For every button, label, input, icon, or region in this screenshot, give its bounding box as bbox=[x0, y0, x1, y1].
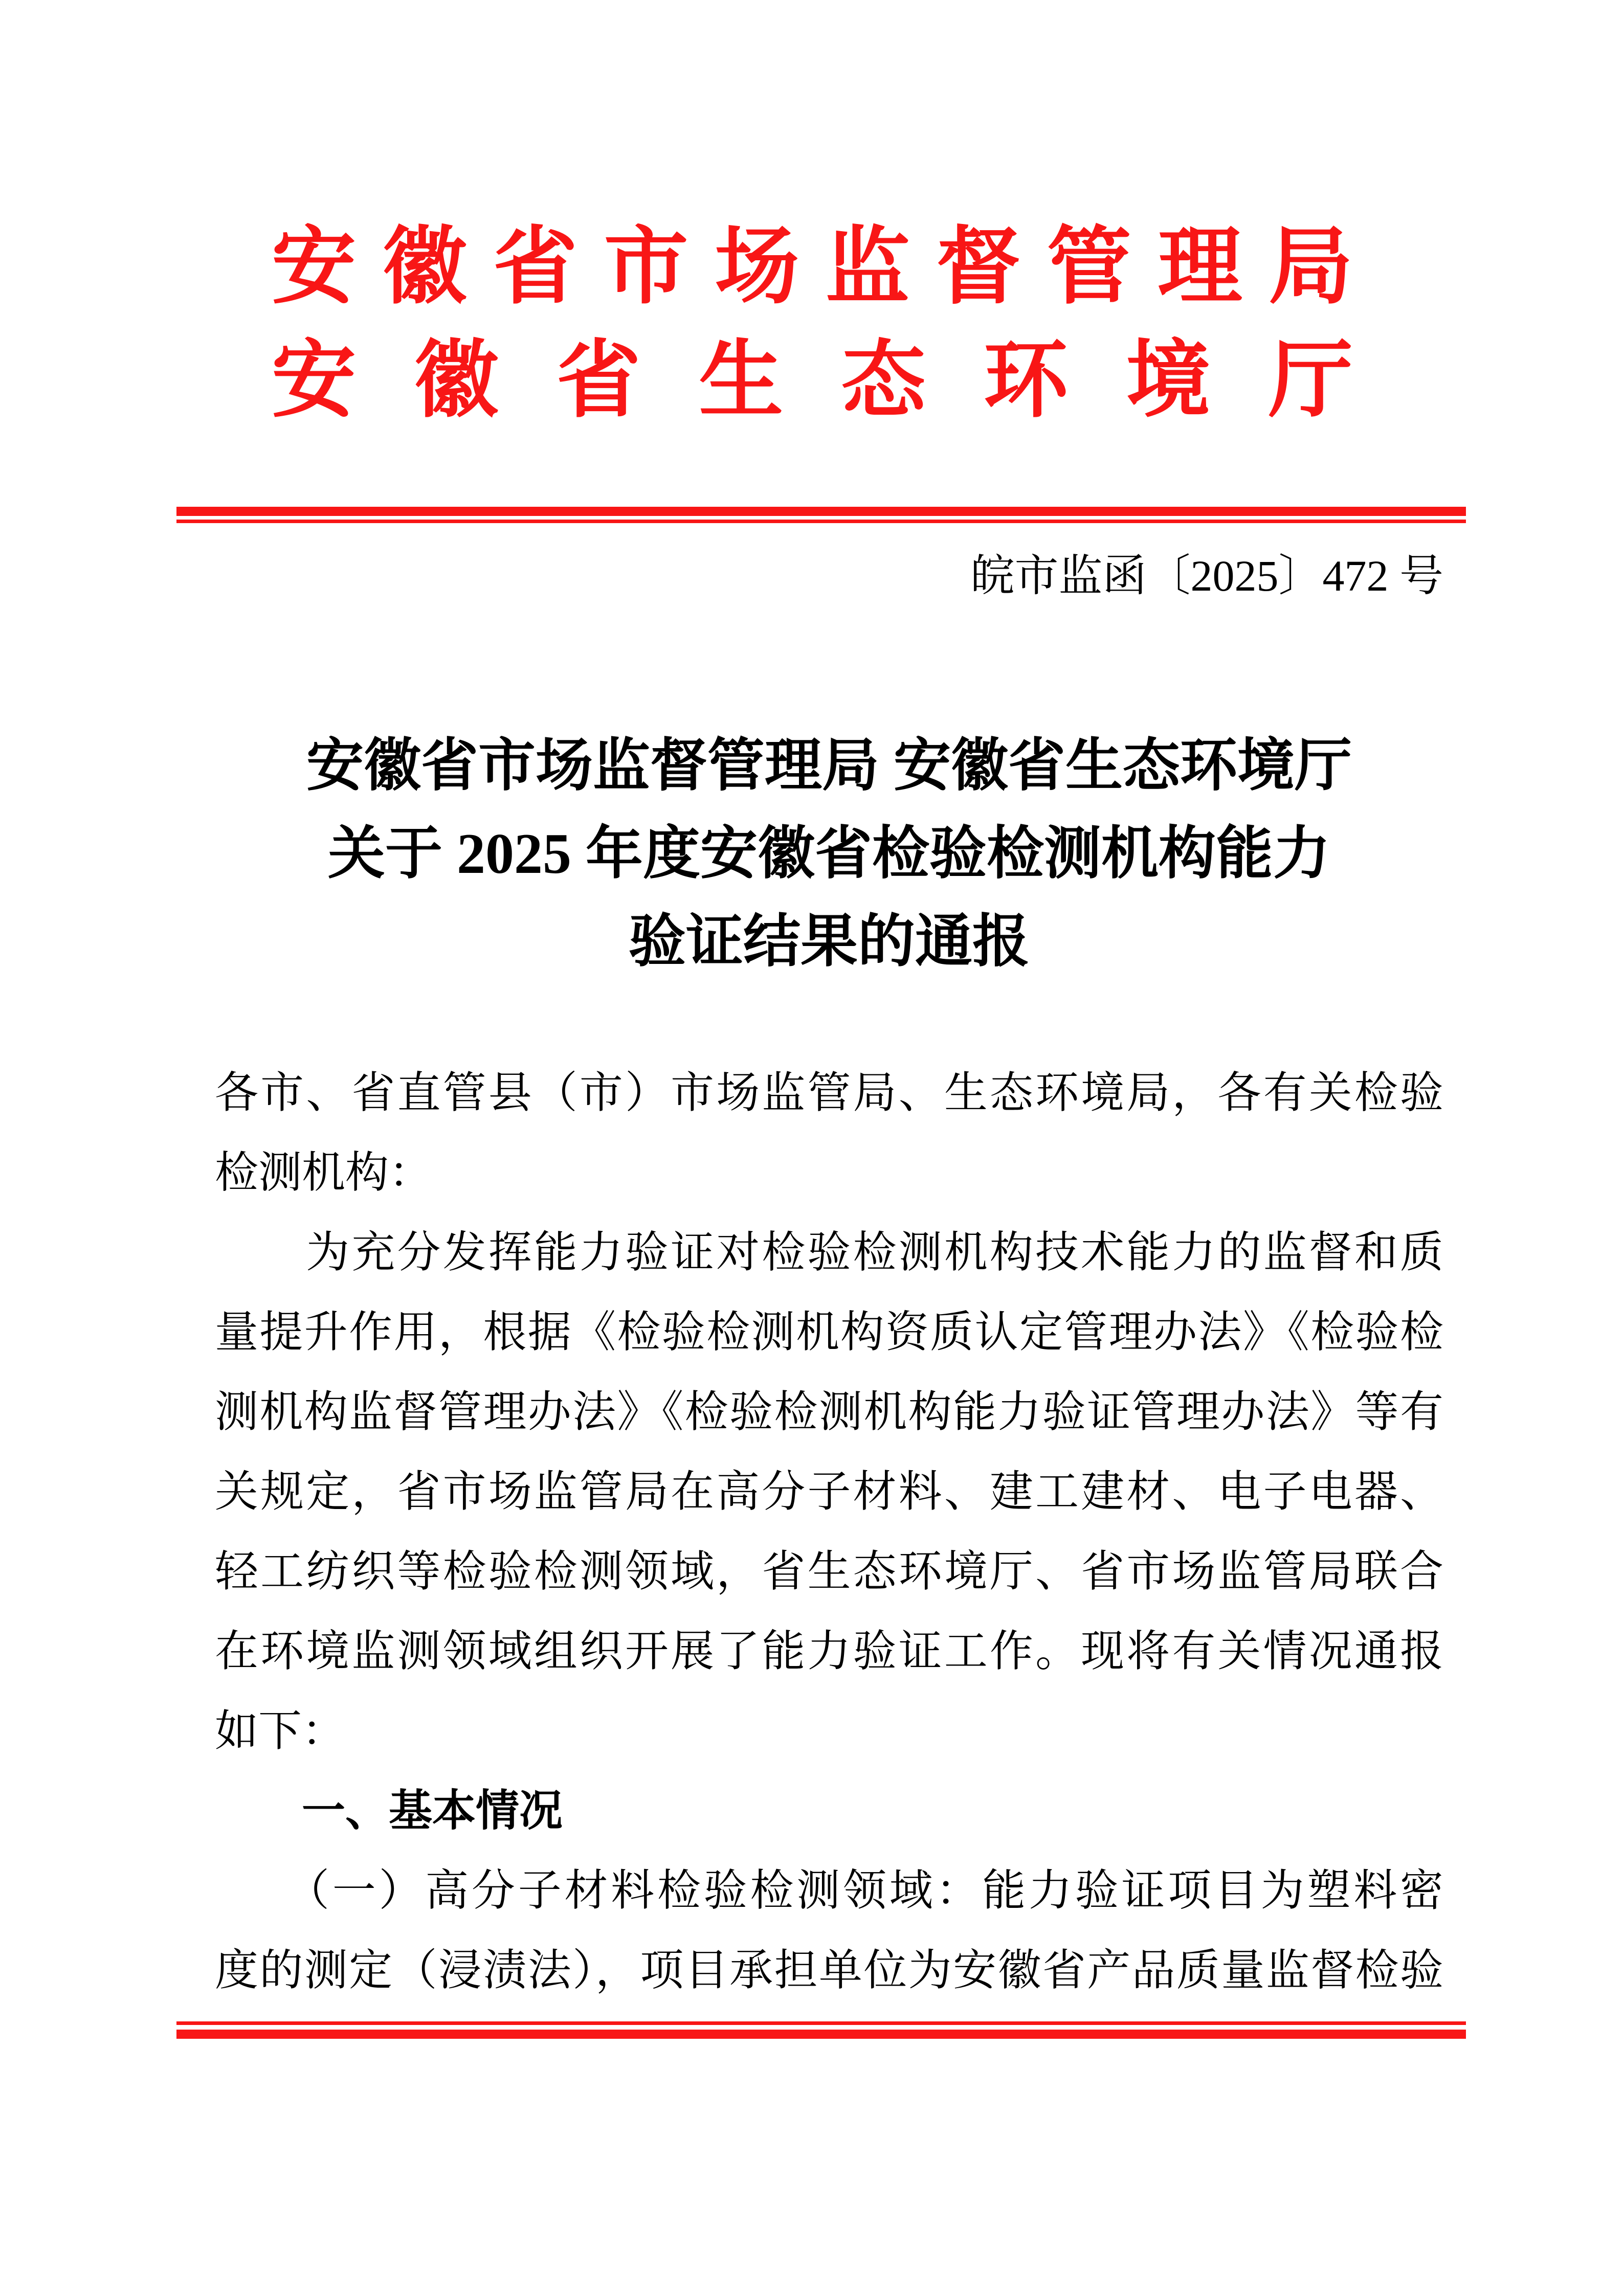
body-text-line: 如下： bbox=[215, 1707, 346, 1755]
body-text-line: 轻工纺织等检验检测领域，省生态环境厅、省市场监管局联合 bbox=[215, 1548, 1443, 1596]
agency-name-line-1: 安徽省市场监督管理局 bbox=[272, 220, 1353, 314]
body-text-line: 在环境监测领域组织开展了能力验证工作。现将有关情况通报 bbox=[215, 1628, 1443, 1676]
body-text-line: 量提升作用，根据《检验检测机构资质认定管理办法》《检验检 bbox=[215, 1309, 1443, 1357]
body-text-line: （一）高分子材料检验检测领域：能力验证项目为塑料密 bbox=[215, 1867, 1443, 1915]
title-line-3: 验证结果的通报 bbox=[629, 910, 1030, 974]
header-rule-thin bbox=[176, 520, 1466, 523]
document-title bbox=[215, 722, 1443, 986]
agency-header bbox=[272, 211, 1353, 438]
body-text-line: 为充分发挥能力验证对检验检测机构技术能力的监督和质 bbox=[215, 1229, 1443, 1277]
document-body bbox=[215, 1053, 1443, 2011]
footer-rule-thin bbox=[176, 2021, 1466, 2025]
agency-name-line-2: 安徽省生态环境厅 bbox=[272, 334, 1353, 427]
body-text-line: 各市、省直管县（市）市场监管局、生态环境局，各有关检验 bbox=[215, 1069, 1443, 1117]
title-line-2: 关于 2025 年度安徽省检验检测机构能力 bbox=[328, 822, 1330, 886]
footer-rule-thick bbox=[176, 2030, 1466, 2039]
body-text-line: 关规定，省市场监管局在高分子材料、建工建材、电子电器、 bbox=[215, 1468, 1443, 1516]
body-text-line: 检测机构： bbox=[215, 1149, 433, 1197]
header-rule-thick bbox=[176, 507, 1466, 516]
body-text-line: 测机构监督管理办法》《检验检测机构能力验证管理办法》等有 bbox=[215, 1388, 1443, 1436]
section-heading: 一、基本情况 bbox=[215, 1787, 563, 1835]
title-line-1: 安徽省市场监督管理局 安徽省生态环境厅 bbox=[306, 734, 1352, 798]
document-number: 皖市监函〔2025〕472 号 bbox=[970, 551, 1443, 600]
body-text-line: 度的测定（浸渍法），项目承担单位为安徽省产品质量监督检验 bbox=[215, 1947, 1443, 1995]
